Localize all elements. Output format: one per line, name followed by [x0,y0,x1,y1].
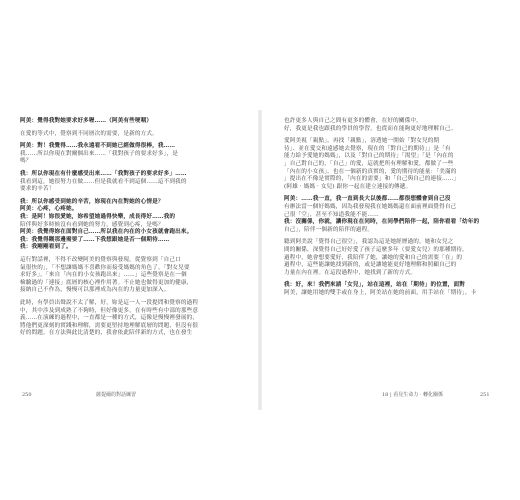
left-page [0,0,258,500]
text-line: 阿美：……我一直，我一直到長大以後都……都很想體會到自己沒 [284,196,451,203]
text-line: 過程中，她會想要愛好，我陪伴了她，讓她的愛和自己的需要「在」的 [284,254,463,261]
text-line: 阿美：對！我覺得……我永遠看不到她已經做得很棒，我…… [20,143,176,150]
text-line: 「內在的小女孩」，也在一個新的真實的，愛的期待的能量：「美滿的 [284,168,457,175]
text-line: 聽到阿美說「覺得自己很空」，我認為這是她經歷過的，她和女兒之 [284,239,454,246]
text-line: 好，我更是我也跟我的學員的學習，也從而在能夠更好地理解自己。 [284,125,457,132]
text-line: 求好多」，「來自「內在的小女孩跑出來」……」這些覺察是在一個 [20,272,187,279]
right-page [262,0,520,500]
text-line: 間的關係，深覺得自己好好愛了孩子這麼多年（要愛女兒）的那種期待， [284,247,468,253]
text-line: (阿雄 · 媽媽 · 女兒) 跟你一起在建立連接的傳遞。 [284,183,412,190]
text-line: 有辦法當一個好媽媽，因為我發現我在她媽媽還在面前裡面覺得自己 [284,204,457,210]
text-line: 待」、並在愛交和遠感她去覺察，現在的「對自己的期待」」是「有 [284,145,451,152]
text-line: 我：好，來！我們來請「女兒」，站在這裡，站在「期待」的位置，面對 [284,282,466,289]
left-running-head: 薩提爾的對話練習 [96,392,137,398]
text-line: 此時，有學員出聲說不太了解，好，妳是這一人一段提問和覺察的過程 [20,300,199,306]
right-running-head: 18 | 看見生命力 · 轉化關係 [382,392,443,398]
text-line: 過程中，這些能讓她找到新的，或是讓她能更好地理解和照顧自己的 [284,262,457,269]
text-line: 我：我剛剛看到了。 [20,244,72,251]
text-line: 也許更多人與自己之間有更多的體會，在好的關係中， [284,118,422,124]
text-line: 」自己對自己的，「自己」的愛，這就把所有理解和愛，都做了一些 [284,161,454,167]
text-line: 陪伴與好多時候沒有看到她的努力，感覺到心疼，是嗎？ [20,221,164,228]
text-line: 阿美，讓她用她的雙手或在身上，阿美站在她的前面，用手站在「期待」，卡 [284,290,477,296]
text-line: 這行對話裡，不得不改變阿美的覺察與發現，從覺察到「自己口 [20,257,181,263]
text-line: 我：是阿！妳很愛她，妳希望她過得快樂，成長得好……我的 [20,214,176,220]
text-line: 我……所以你現在對爾個出來……「我對孩子的要求好多」，是 [20,150,179,157]
text-line: 氣很快的」，「不想讓媽媽不喜歡你而接受媽媽的角色了。「對女兒要 [20,264,190,271]
text-line: 接納自己不作為，慢慢可以那裡成為內在的力量更加深入。 [20,287,170,294]
text-line: 檢驗過的「連接」底層的核心裡作用著。不止她也做得更加的健康， [20,279,193,286]
text-line: 義……在演練的過程中，一直都是一種的方式，這像是慢慢裡發展的， [20,315,199,322]
text-line: 阿美：我覺得妳在面對自己……所以我在內在的小女孩就會跑出來。 [20,229,193,236]
text-line: 要求的辛苦！ [20,186,55,193]
text-line: 我：所以你現在有什麼感受出來……「我對孩子的要求好多」…… [20,171,187,177]
left-page-number: 250 [22,392,32,398]
text-line: 中，其中涉及到成熟了不夠時，但好像更多，在有時些有中部的那些意 [20,307,199,314]
text-line: 力量在內在裡。在這段過程中，她找到了新的方式。 [284,269,417,276]
text-line: 好的問題。在方法與此比清楚的，我會依此陪伴新的方式，也在發生 [20,330,193,337]
right-page-number: 251 [480,392,490,398]
text-line: 我：我覺得糊那邊需要了……下我想跟她是否一個期待…… [20,236,170,243]
text-line: 在愛的等式中，覺察到不同層次的需要，是新的方式。 [20,130,158,137]
text-line: 愛阿美視「親點」，再找「親點」，溶透她一開始「對女兒的期 [284,138,440,145]
text-line: 將他們更深刻的實踐和理解，需要更堅持地理解底層的問題，但沒有很 [20,322,199,329]
text-line: 我：所以你感受到她的辛苦，妳現在內在對她的心情是？ [20,198,164,205]
text-line: 阿美：心疼，心疼她。 [20,206,78,213]
text-line: 己很「空」，甚至不知道我能不能…… [284,211,379,218]
text-line: 阿美：覺得我對她要求好多喔……（阿美有些哽咽） [20,118,153,124]
text-line: 能力給予愛她的媽媽」，以及「對自己的期待」「渴望」「是「內在的 [284,153,454,160]
text-line: 」提出在不像是實際的，「內在的需要」和「自己與自己的連接……」 [284,176,460,183]
text-line: 我：沒關係，你就，讓你現在在同時，在同學們陪伴一起，陪你看看「幼年的 [284,219,480,226]
text-line: 嗎？ [20,158,32,165]
text-line: 自己」，陪伴一個新的陪伴的過程。 [284,226,374,233]
text-line: 我看到這，她很努力在做……但是我就看不到這個……這不到我的 [20,178,187,185]
